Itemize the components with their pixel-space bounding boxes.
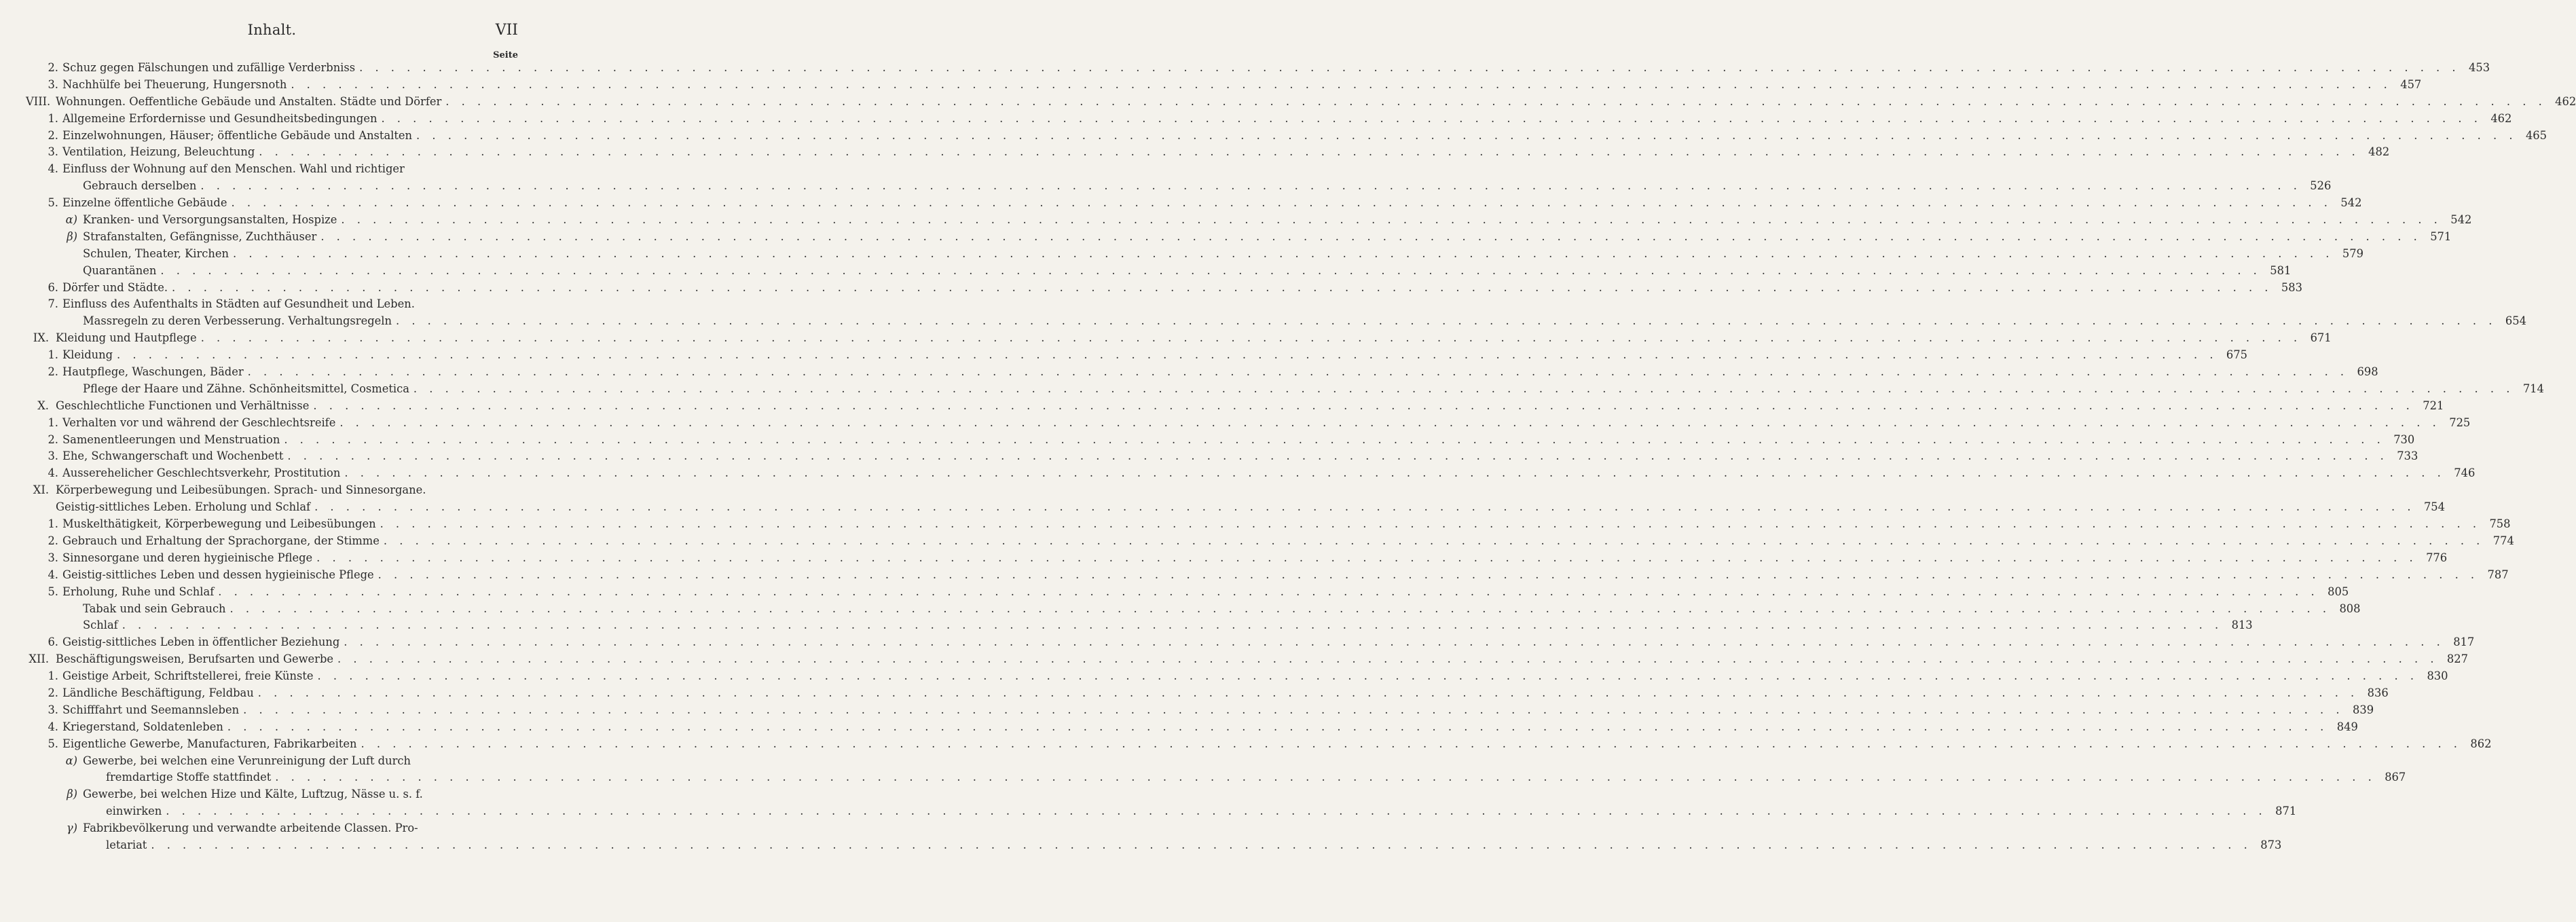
- toc-entry-number: α): [65, 213, 77, 227]
- toc-entry-page: 465: [2525, 128, 2547, 142]
- toc-entry-title: Einzelwohnungen, Häuser; öffentliche Gebäude und Anstalten: [62, 128, 413, 142]
- toc-entry-number: XII.: [29, 652, 49, 666]
- dot-leader: [243, 702, 2344, 719]
- toc-entry-page: 453: [2469, 61, 2490, 74]
- toc-entry-title: Schifffahrt und Seemannsleben: [62, 703, 240, 716]
- toc-entry-title: fremdartige Stoffe stattfindet: [106, 771, 272, 784]
- toc-entry: [26, 212, 2472, 229]
- toc-entry-title: Pflege der Haare und Zähne. Schönheitsmittel, Cosmetica: [83, 382, 409, 395]
- toc-entry-page: 754: [2423, 500, 2446, 514]
- toc-entry-title: Fabrikbevölkerung und verwandte arbeitende Classen. Pro-: [83, 822, 418, 835]
- toc-entry-title: Schlaf: [83, 619, 118, 632]
- toc-entry-number: 5.: [48, 196, 58, 210]
- page-column-label: Seite: [493, 50, 518, 60]
- toc-entry-line: [62, 364, 2378, 381]
- toc-entry: [26, 296, 518, 313]
- toc-entry-page: 774: [2492, 534, 2514, 547]
- toc-entry-number: 3.: [48, 145, 58, 159]
- toc-entry-title: Geschlechtliche Functionen und Verhältnisse: [56, 399, 310, 412]
- toc-entry-page: 758: [2489, 517, 2511, 531]
- toc-entry-page: 746: [2454, 466, 2476, 480]
- toc-entry-line: [62, 195, 2362, 212]
- dot-leader: [344, 634, 2444, 651]
- toc-entry-number: 5.: [48, 737, 58, 750]
- toc-entry-number: 5.: [48, 585, 58, 598]
- toc-entry-title: letariat: [106, 838, 147, 851]
- toc-entry-number: 2.: [48, 365, 58, 379]
- toc-entry-title: Schuz gegen Fälschungen und zufällige Verderbniss: [62, 61, 356, 74]
- toc-entry-number: 2.: [48, 128, 58, 142]
- dot-leader: [258, 685, 2359, 702]
- toc-entry-number: 2.: [48, 686, 58, 699]
- dot-leader: [218, 584, 2319, 601]
- toc-entry-line: [56, 482, 518, 499]
- toc-entry-page: 462: [2555, 94, 2576, 108]
- dot-leader: [316, 550, 2417, 567]
- dot-leader: [201, 330, 2302, 347]
- toc-entry-title: Wohnungen. Oeffentliche Gebäude und Anstalten. Städte und Dörfer: [56, 94, 442, 108]
- toc-entry: [26, 516, 2511, 533]
- toc-entry: [26, 651, 2468, 668]
- toc-entry-line: [62, 567, 2509, 584]
- toc-entry-page: 542: [2340, 196, 2362, 210]
- toc-entry-title: Geistig-sittliches Leben und dessen hygieinische Pflege: [62, 568, 374, 581]
- toc-entry-title: Ehe, Schwangerschaft und Wochenbett: [62, 449, 284, 463]
- toc-entry-line: [62, 144, 2390, 161]
- toc-entry-line: [83, 753, 518, 770]
- toc-entry-number: 6.: [48, 635, 58, 649]
- toc-entry: [26, 584, 2349, 601]
- toc-entry: [26, 263, 2292, 280]
- toc-entry-page: 482: [2368, 145, 2390, 159]
- toc-entry-title: Strafanstalten, Gefängnisse, Zuchthäuser: [83, 229, 317, 243]
- toc-entry-title: Kranken- und Versorgungsanstalten, Hospize: [83, 213, 337, 227]
- toc-entry-page: 839: [2353, 703, 2374, 716]
- toc-entry-title: Schulen, Theater, Kirchen: [83, 246, 229, 260]
- toc-entry-line: [62, 719, 2358, 736]
- toc-entry-line: [62, 128, 2547, 145]
- toc-entry-line: [62, 347, 2247, 364]
- toc-entry: [26, 482, 518, 499]
- toc-entry-line: [83, 381, 2544, 398]
- toc-entry-page: 571: [2430, 229, 2452, 243]
- dot-leader: [233, 246, 2334, 263]
- toc-entry-line: [83, 229, 2452, 246]
- toc-entry-page: 776: [2426, 551, 2448, 564]
- toc-entry-number: 4.: [48, 162, 58, 176]
- toc-entry-page: 698: [2357, 365, 2378, 379]
- toc-entry-line: [56, 330, 2332, 347]
- dot-leader: [318, 668, 2418, 685]
- toc-entry-title: Geistig-sittliches Leben in öffentlicher Beziehung: [62, 635, 340, 649]
- toc-entry: [26, 144, 2390, 161]
- dot-leader: [248, 364, 2349, 381]
- toc-entry-page: 827: [2446, 652, 2468, 666]
- toc-entry-page: 787: [2487, 568, 2509, 581]
- toc-entry-title: Ausserehelicher Geschlechtsverkehr, Prostitution: [62, 466, 341, 480]
- toc-entry-page: 725: [2449, 416, 2471, 429]
- dot-leader: [341, 212, 2442, 229]
- running-head: [0, 22, 544, 42]
- dot-leader: [380, 516, 2481, 533]
- toc-entry-title: Kleidung: [62, 348, 113, 362]
- toc-entry: [26, 77, 2422, 94]
- toc-entry-line: [62, 584, 2349, 601]
- toc-entry-number: γ): [66, 822, 77, 835]
- toc-entry-page: 730: [2393, 432, 2415, 446]
- dot-leader: [151, 837, 2251, 854]
- toc-entry-number: 3.: [48, 551, 58, 564]
- toc-entry-title: Eigentliche Gewerbe, Manufacturen, Fabrikarbeiten: [62, 737, 357, 750]
- toc-entry-page: 733: [2397, 449, 2418, 463]
- toc-entry-line: [106, 837, 2282, 854]
- dot-leader: [200, 178, 2301, 195]
- toc-entry-page: 457: [2400, 77, 2422, 91]
- toc-entry-number: 7.: [48, 297, 58, 311]
- dot-leader: [320, 229, 2421, 246]
- dot-leader: [172, 280, 2273, 297]
- toc-entry: [26, 229, 2452, 246]
- toc-entry: [26, 719, 2358, 736]
- toc-entry-line: [62, 634, 2475, 651]
- toc-entry: [26, 195, 2362, 212]
- dot-leader: [361, 736, 2462, 753]
- toc-entry-page: 873: [2260, 838, 2282, 851]
- toc-entry: [26, 820, 518, 837]
- toc-entry-number: 3.: [48, 77, 58, 91]
- toc-entry: [26, 347, 2247, 364]
- toc-entry: [26, 736, 2492, 753]
- toc-entry: [26, 786, 518, 803]
- toc-entry: [26, 448, 2418, 465]
- dot-leader: [339, 415, 2440, 432]
- toc-entry-page: 808: [2339, 602, 2361, 615]
- toc-entry-line: [56, 94, 2576, 111]
- table-of-contents: [26, 60, 2576, 854]
- toc-entry: [26, 837, 2282, 854]
- toc-entry-title: Hautpflege, Waschungen, Bäder: [62, 365, 244, 379]
- toc-entry-number: 4.: [48, 568, 58, 581]
- toc-entry-page: 862: [2470, 737, 2492, 750]
- toc-entry-line: [83, 601, 2361, 618]
- toc-entry-title: Einzelne öffentliche Gebäude: [62, 196, 227, 210]
- toc-entry: [26, 313, 2526, 330]
- toc-entry-title: Dörfer und Städte.: [62, 280, 168, 294]
- toc-entry-line: [62, 550, 2448, 567]
- toc-entry-title: Gewerbe, bei welchen eine Verunreinigung der Luft durch: [83, 754, 411, 767]
- toc-entry-page: 867: [2385, 771, 2406, 784]
- toc-entry-title: Körperbewegung und Leibesübungen. Sprach- und Sinnesorgane.: [56, 483, 426, 497]
- toc-entry-title: Gewerbe, bei welchen Hize und Kälte, Luftzug, Nässe u. s. f.: [83, 788, 423, 801]
- toc-entry: [26, 753, 518, 770]
- dot-leader: [359, 60, 2460, 77]
- toc-entry-line: [62, 111, 2512, 128]
- dot-leader: [259, 144, 2359, 161]
- toc-entry: [26, 381, 2544, 398]
- toc-entry-page: 654: [2505, 314, 2526, 328]
- dot-leader: [160, 263, 2261, 280]
- toc-entry-page: 721: [2423, 399, 2444, 412]
- toc-entry: [26, 769, 2406, 786]
- toc-entry-line: [62, 415, 2471, 432]
- dot-leader: [314, 499, 2415, 516]
- dot-leader: [287, 448, 2388, 465]
- toc-entry-title: Geistige Arbeit, Schriftstellerei, freie Künste: [62, 669, 314, 683]
- toc-entry-title: Nachhülfe bei Theuerung, Hungersnoth: [62, 77, 287, 91]
- toc-entry: [26, 465, 2476, 482]
- toc-entry-title: Ventilation, Heizung, Beleuchtung: [62, 145, 255, 159]
- toc-entry: [26, 668, 2448, 685]
- toc-entry-line: [62, 60, 2490, 77]
- toc-entry-line: [83, 246, 2363, 263]
- toc-entry-line: [62, 296, 518, 313]
- toc-entry: [26, 499, 2446, 516]
- toc-entry-title: Kleidung und Hautpflege: [56, 331, 197, 345]
- dot-leader: [230, 601, 2331, 618]
- dot-leader: [413, 381, 2514, 398]
- toc-entry-number: 2.: [48, 61, 58, 74]
- page-title: Inhalt.: [247, 22, 297, 38]
- toc-entry-line: [83, 820, 518, 837]
- toc-entry-number: VIII.: [26, 94, 51, 108]
- dot-leader: [384, 533, 2484, 550]
- toc-entry: [26, 601, 2361, 618]
- toc-entry: [26, 178, 2332, 195]
- toc-entry: [26, 415, 2471, 432]
- toc-entry-title: Einfluss des Aufenthalts in Städten auf Gesundheit und Leben.: [62, 297, 415, 311]
- toc-entry-title: Sinnesorgane und deren hygieinische Pflege: [62, 551, 313, 564]
- toc-entry-title: Samenentleerungen und Menstruation: [62, 432, 280, 446]
- toc-entry-title: Beschäftigungsweisen, Berufsarten und Gewerbe: [56, 652, 334, 666]
- toc-entry-page: 542: [2450, 213, 2472, 227]
- toc-entry-title: einwirken: [106, 805, 162, 818]
- dot-leader: [378, 567, 2479, 584]
- toc-entry-number: β): [67, 229, 77, 243]
- toc-entry-title: Muskelthätigkeit, Körperbewegung und Leibesübungen: [62, 517, 376, 531]
- dot-leader: [117, 347, 2218, 364]
- dot-leader: [445, 94, 2546, 111]
- toc-entry-line: [83, 263, 2292, 280]
- toc-entry-page: 871: [2275, 805, 2297, 818]
- toc-entry-page: 583: [2281, 280, 2302, 294]
- toc-entry: [26, 280, 2302, 297]
- toc-entry-page: 817: [2453, 635, 2475, 649]
- dot-leader: [275, 769, 2376, 786]
- toc-entry-number: 6.: [48, 280, 58, 294]
- toc-entry-line: [83, 313, 2526, 330]
- toc-entry-line: [83, 617, 2253, 634]
- toc-entry-line: [56, 651, 2468, 668]
- toc-entry-title: Allgemeine Erfordernisse und Gesundheitsbedingungen: [62, 111, 378, 125]
- toc-entry-title: Massregeln zu deren Verbesserung. Verhaltungsregeln: [83, 314, 392, 328]
- dot-leader: [416, 128, 2517, 145]
- toc-entry-line: [106, 803, 2297, 820]
- toc-entry-page: 714: [2522, 382, 2544, 395]
- toc-entry-number: 2.: [48, 534, 58, 547]
- toc-entry: [26, 60, 2490, 77]
- toc-entry: [26, 246, 2363, 263]
- toc-entry: [26, 111, 2512, 128]
- toc-entry-line: [83, 786, 518, 803]
- toc-entry-page: 462: [2490, 111, 2512, 125]
- toc-entry-title: Erholung, Ruhe und Schlaf: [62, 585, 215, 598]
- toc-entry-number: 3.: [48, 449, 58, 463]
- toc-entry-page: 579: [2342, 246, 2363, 260]
- toc-entry-number: 1.: [48, 517, 58, 531]
- toc-entry-page: 849: [2336, 720, 2358, 733]
- toc-entry-line: [106, 769, 2406, 786]
- toc-entry: [26, 94, 2576, 111]
- toc-entry-number: β): [67, 788, 77, 801]
- toc-entry-title: Verhalten vor und während der Geschlechtsreife: [62, 416, 336, 429]
- toc-entry: [26, 634, 2475, 651]
- toc-entry: [26, 803, 2297, 820]
- dot-leader: [227, 719, 2328, 736]
- dot-leader: [313, 398, 2414, 415]
- toc-entry-line: [62, 516, 2511, 533]
- toc-entry-line: [62, 533, 2514, 550]
- dot-leader: [291, 77, 2391, 94]
- toc-entry-title: Geistig-sittliches Leben. Erholung und Schlaf: [56, 500, 311, 514]
- toc-entry-page: 830: [2427, 669, 2448, 683]
- dot-leader: [122, 617, 2223, 634]
- toc-entry-line: [62, 161, 518, 178]
- dot-leader: [166, 803, 2266, 820]
- toc-entry-line: [62, 432, 2415, 449]
- toc-entry-number: 4.: [48, 720, 58, 733]
- toc-entry-number: 1.: [48, 348, 58, 362]
- toc-entry-line: [62, 465, 2476, 482]
- toc-entry: [26, 685, 2389, 702]
- toc-entry-number: XI.: [33, 483, 49, 497]
- toc-entry-title: Gebrauch derselben: [83, 179, 197, 193]
- toc-entry-line: [56, 398, 2444, 415]
- toc-entry-line: [62, 685, 2389, 702]
- dot-leader: [284, 432, 2385, 449]
- toc-entry-page: 805: [2327, 585, 2349, 598]
- toc-entry-number: X.: [37, 399, 49, 412]
- toc-entry-number: 2.: [48, 432, 58, 446]
- page-number: VII: [495, 22, 518, 39]
- toc-entry-page: 581: [2270, 263, 2292, 277]
- toc-entry-page: 526: [2310, 179, 2332, 193]
- toc-entry: [26, 432, 2415, 449]
- toc-entry-title: Einfluss der Wohnung auf den Menschen. Wahl und richtiger: [62, 162, 405, 176]
- toc-entry: [26, 161, 518, 178]
- toc-entry-page: 671: [2310, 331, 2332, 345]
- toc-entry-line: [62, 668, 2448, 685]
- toc-entry-number: 4.: [48, 466, 58, 480]
- toc-entry-number: 1.: [48, 669, 58, 683]
- toc-entry-number: α): [65, 754, 77, 767]
- toc-entry: [26, 330, 2332, 347]
- toc-entry: [26, 533, 2514, 550]
- toc-entry-title: Kriegerstand, Soldatenleben: [62, 720, 223, 733]
- toc-entry-page: 836: [2367, 686, 2389, 699]
- dot-leader: [231, 195, 2332, 212]
- toc-entry-line: [62, 448, 2418, 465]
- toc-entry-title: Tabak und sein Gebrauch: [83, 602, 226, 615]
- toc-entry-line: [83, 178, 2332, 195]
- toc-entry-page: 675: [2226, 348, 2247, 362]
- toc-entry-title: Quarantänen: [83, 263, 157, 277]
- dot-leader: [337, 651, 2438, 668]
- toc-entry-page: 813: [2231, 619, 2253, 632]
- toc-entry-line: [56, 499, 2446, 516]
- toc-entry: [26, 617, 2253, 634]
- toc-entry-title: Gebrauch und Erhaltung der Sprachorgane, der Stimme: [62, 534, 380, 547]
- toc-entry-number: 1.: [48, 416, 58, 429]
- toc-entry: [26, 398, 2444, 415]
- toc-entry-line: [62, 736, 2492, 753]
- toc-entry: [26, 364, 2378, 381]
- toc-entry: [26, 702, 2374, 719]
- dot-leader: [344, 465, 2445, 482]
- toc-entry: [26, 128, 2547, 145]
- toc-entry-number: IX.: [33, 331, 49, 345]
- toc-entry-line: [62, 702, 2374, 719]
- toc-entry: [26, 550, 2448, 567]
- dot-leader: [381, 111, 2482, 128]
- toc-entry-line: [83, 212, 2472, 229]
- toc-entry: [26, 567, 2509, 584]
- toc-entry-title: Ländliche Beschäftigung, Feldbau: [62, 686, 254, 699]
- toc-entry-line: [62, 77, 2422, 94]
- dot-leader: [396, 313, 2497, 330]
- toc-entry-line: [62, 280, 2302, 297]
- toc-entry-number: 3.: [48, 703, 58, 716]
- toc-entry-number: 1.: [48, 111, 58, 125]
